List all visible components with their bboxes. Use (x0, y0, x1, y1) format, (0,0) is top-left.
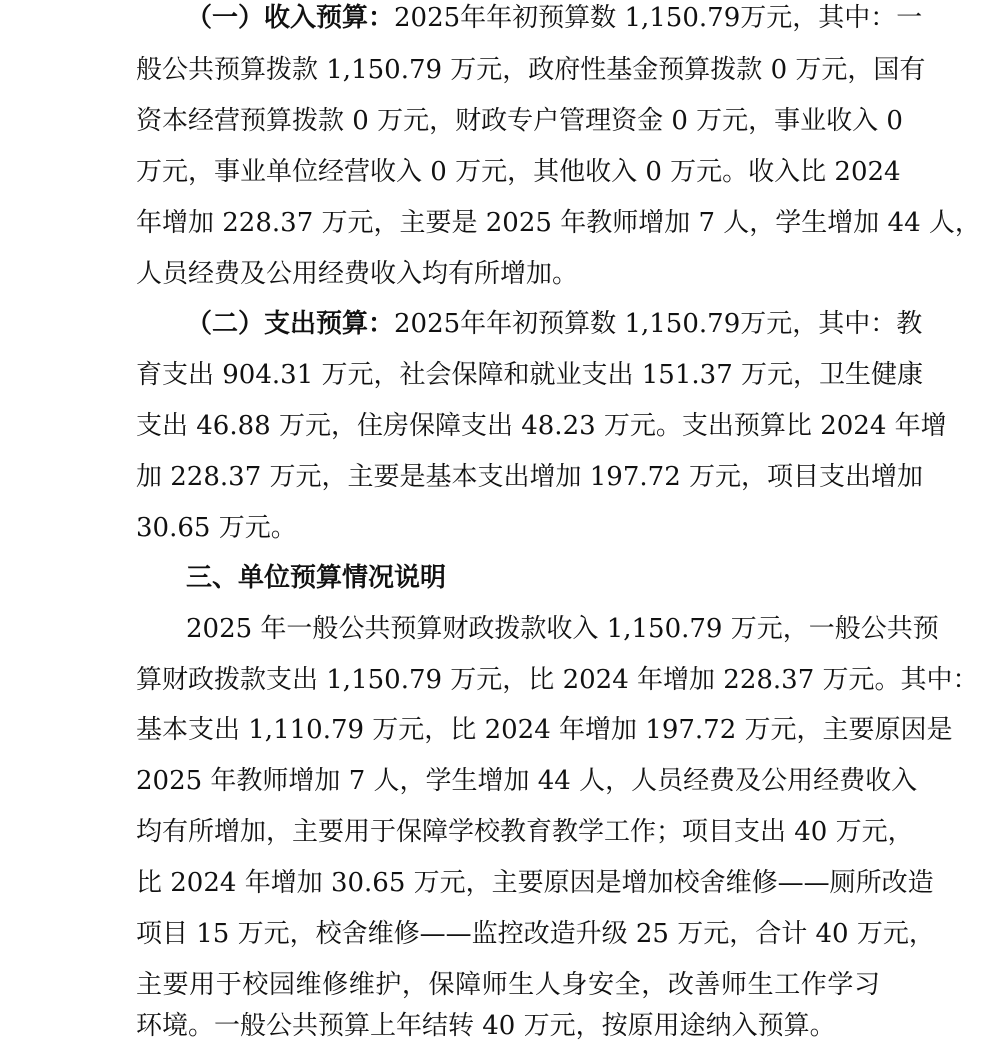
paragraph-income-line-4: 万元，事业单位经营收入 0 万元，其他收入 0 万元。收入比 2024 (136, 157, 901, 187)
paragraph-income-line-5: 年增加 228.37 万元，主要是 2025 年教师增加 7 人，学生增加 44 人， (136, 208, 981, 238)
paragraph-income-line-3: 资本经营预算拨款 0 万元，财政专户管理资金 0 万元，事业收入 0 (136, 106, 903, 136)
paragraph-expense-line-5: 30.65 万元。 (136, 513, 297, 543)
income-heading: （一）收入预算： (186, 3, 395, 33)
paragraph-income-line-6: 人员经费及公用经费收入均有所增加。 (136, 259, 579, 289)
paragraph-unit-line-2: 算财政拨款支出 1,150.79 万元，比 2024 年增加 228.37 万元。其中： (136, 665, 979, 695)
expense-heading: （二）支出预算： (186, 309, 395, 339)
paragraph-expense-line-3: 支出 46.88 万元，住房保障支出 48.23 万元。支出预算比 2024 年增 (136, 411, 947, 441)
expense-line-1-text: 2025年年初预算数 1,150.79万元，其中：教 (394, 309, 923, 339)
paragraph-expense-line-1 (186, 308, 923, 340)
paragraph-unit-line-8: 主要用于校园维修维护，保障师生人身安全，改善师生工作学习 (136, 970, 880, 1000)
paragraph-expense-line-4: 加 228.37 万元，主要是基本支出增加 197.72 万元，项目支出增加 (136, 462, 924, 492)
paragraph-unit-line-4: 2025 年教师增加 7 人，学生增加 44 人，人员经费及公用经费收入 (136, 766, 918, 796)
paragraph-unit-line-5: 均有所增加，主要用于保障学校教育教学工作；项目支出 40 万元， (136, 817, 914, 847)
paragraph-expense-line-2: 育支出 904.31 万元，社会保障和就业支出 151.37 万元，卫生健康 (136, 360, 924, 390)
paragraph-unit-line-3: 基本支出 1,110.79 万元，比 2024 年增加 197.72 万元，主要原因是 (136, 715, 953, 745)
paragraph-unit-line-1: 2025 年一般公共预算财政拨款收入 1,150.79 万元，一般公共预 (186, 614, 939, 644)
paragraph-unit-line-6: 比 2024 年增加 30.65 万元，主要原因是增加校舍维修——厕所改造 (136, 868, 934, 898)
paragraph-income-line-2: 般公共预算拨款 1,150.79 万元，政府性基金预算拨款 0 万元，国有 (136, 55, 926, 85)
income-line-1-text: 2025年年初预算数 1,150.79万元，其中：一 (394, 3, 923, 33)
paragraph-income-line-1 (186, 2, 923, 34)
paragraph-unit-line-9: 环境。一般公共预算上年结转 40 万元，按原用途纳入预算。 (136, 1011, 836, 1041)
section-three-heading: 三、单位预算情况说明 (186, 563, 447, 593)
paragraph-unit-line-7: 项目 15 万元，校舍维修——监控改造升级 25 万元，合计 40 万元， (136, 919, 935, 949)
